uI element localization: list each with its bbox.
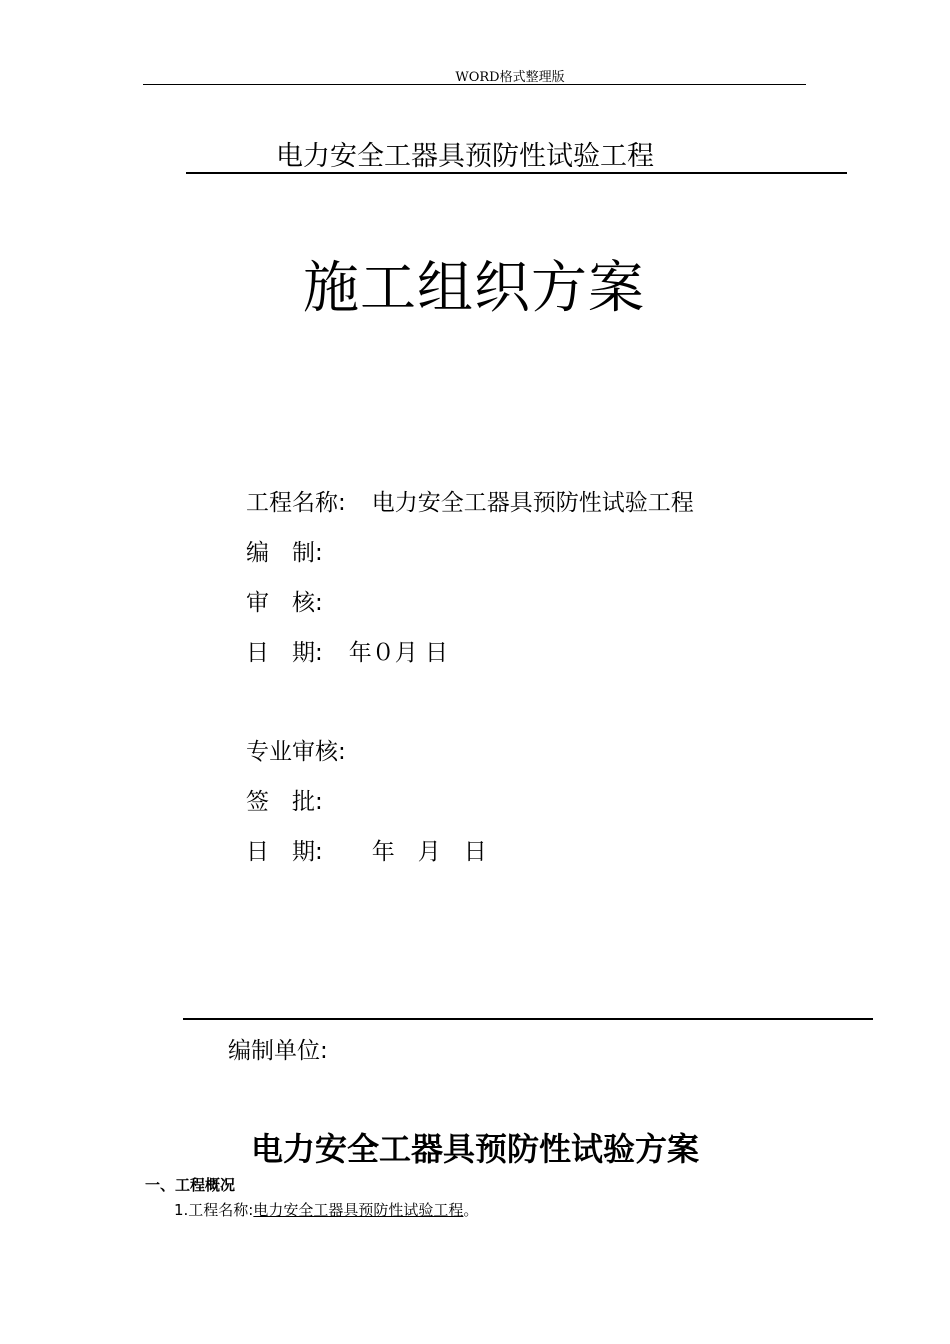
field-value: 年０月 日: [348, 640, 449, 666]
field-approval: [246, 783, 349, 816]
field-label: 工程名称:: [246, 490, 346, 516]
field-label: 审 核:: [246, 590, 323, 616]
field-label: 签 批:: [246, 789, 323, 815]
cover-bottom-divider: [183, 1018, 873, 1020]
header-divider: [143, 84, 806, 85]
project-name-item: [174, 1199, 478, 1220]
field-value: 年 月 日: [348, 839, 487, 865]
project-title-underline: [186, 172, 847, 174]
field-approval-date: [246, 833, 487, 866]
field-reviewer: [246, 584, 349, 617]
field-value: 电力安全工器具预防性试验工程: [371, 490, 694, 516]
field-professional-review: [246, 733, 372, 766]
field-date: [246, 634, 448, 667]
field-project-name: [246, 484, 694, 517]
field-label: 编 制:: [246, 540, 323, 566]
field-label: 日 期:: [246, 839, 323, 865]
compiling-unit-label: 编制单位:: [228, 1038, 328, 1064]
field-label: 日 期:: [246, 640, 323, 666]
project-title: 电力安全工器具预防性试验工程: [276, 141, 654, 172]
item-prefix: 1.工程名称:: [174, 1201, 254, 1219]
item-value: 电力安全工器具预防性试验工程: [253, 1201, 464, 1219]
item-suffix: 。: [463, 1201, 479, 1219]
page-header: WORD格式整理版: [455, 70, 565, 85]
document-title: 施工组织方案: [303, 256, 645, 321]
field-compiler: [246, 534, 349, 567]
field-label: 专业审核:: [246, 739, 346, 765]
plan-title: 电力安全工器具预防性试验方案: [250, 1130, 699, 1168]
section-heading: 一、工程概况: [145, 1176, 236, 1194]
